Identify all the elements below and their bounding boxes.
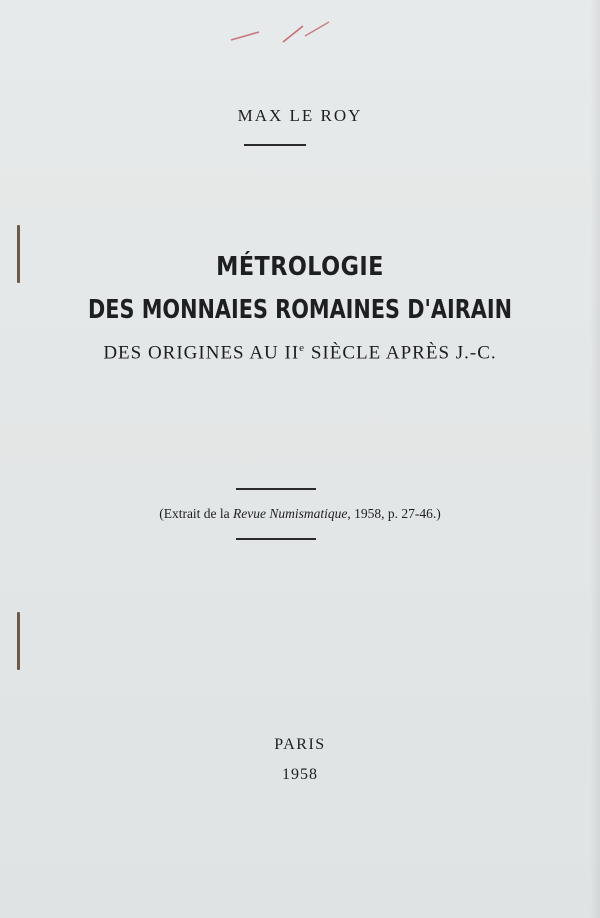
divider-rule	[244, 144, 306, 146]
subtitle-part-1: DES ORIGINES AU II	[103, 342, 300, 364]
author-name: MAX LE ROY	[237, 106, 363, 125]
title-line-1: MÉTROLOGIE	[216, 252, 384, 282]
staple-bottom	[17, 612, 20, 670]
journal-name: Revue Numismatique	[233, 506, 348, 521]
divider-rule	[236, 488, 316, 490]
red-pencil-mark	[225, 18, 335, 48]
title-line-2: DES MONNAIES ROMAINES D'AIRAIN	[88, 295, 512, 325]
divider-rule	[236, 538, 316, 540]
staple-top	[17, 225, 20, 283]
subtitle	[0, 342, 600, 364]
imprint-city: PARIS	[274, 736, 326, 753]
subtitle-part-2: SIÈCLE APRÈS J.-C.	[305, 342, 497, 364]
extract-prefix: (Extrait de la	[159, 506, 234, 521]
extract-note	[0, 506, 600, 522]
imprint-year: 1958	[282, 766, 318, 783]
extract-suffix: , 1958, p. 27-46.)	[347, 506, 441, 521]
subtitle-superscript: e	[299, 342, 306, 354]
